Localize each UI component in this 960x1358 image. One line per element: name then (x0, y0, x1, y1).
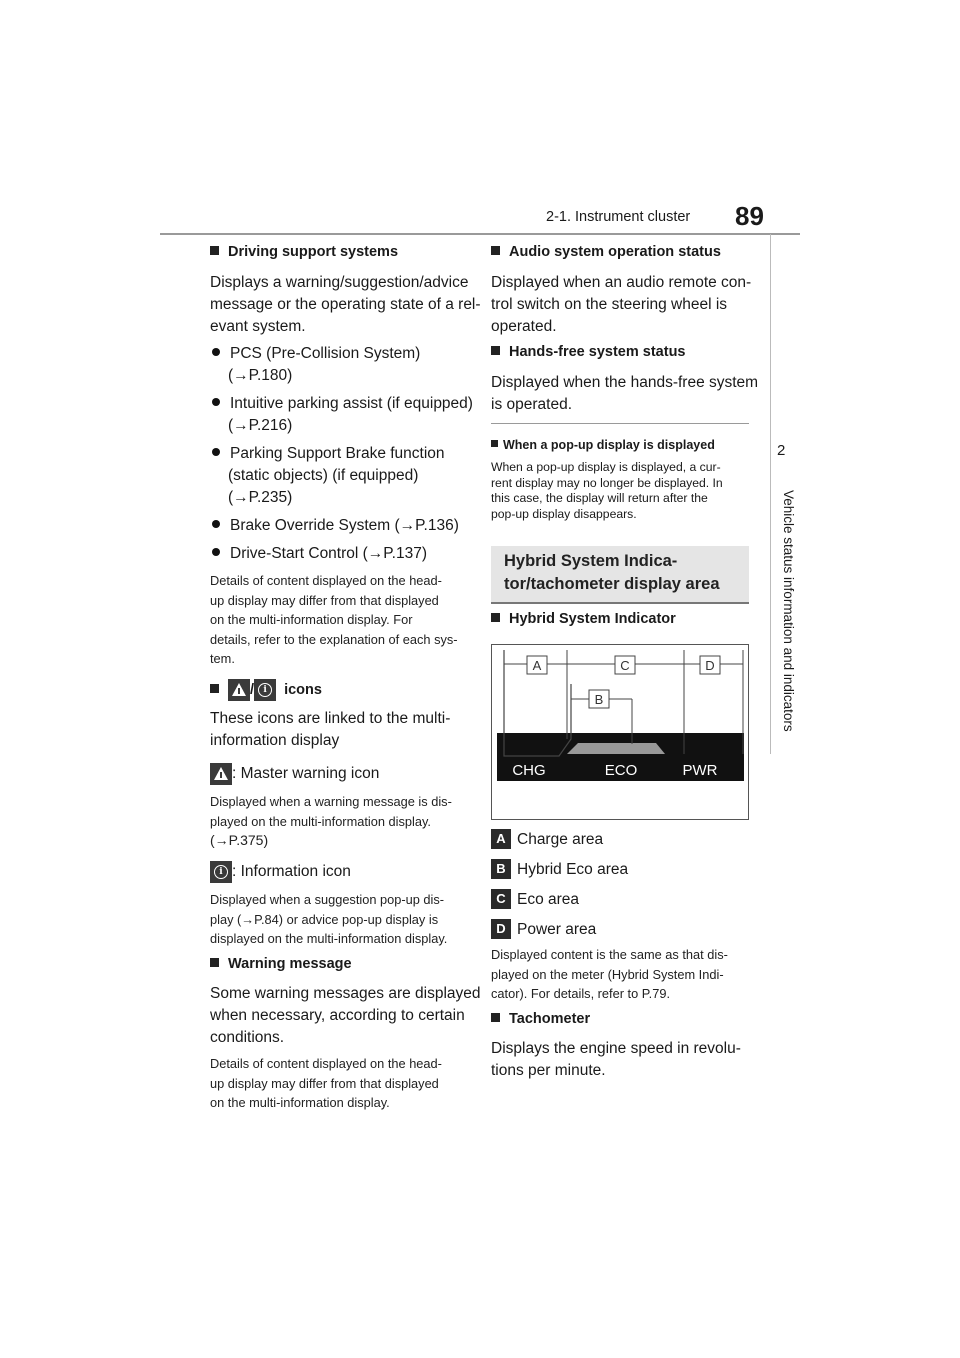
square-bullet-icon (210, 684, 219, 693)
square-bullet-icon (491, 1013, 500, 1022)
chapter-label-wrap (781, 490, 806, 790)
master-warning-icon (210, 763, 232, 785)
heading-text: When a pop-up display is displayed (503, 438, 715, 452)
note-line: tem. (210, 651, 235, 666)
note-line: play (→P.84) or advice pop-up display is (210, 911, 439, 927)
legend-key: B (491, 859, 511, 879)
section-title: 2-1. Instrument cluster (546, 209, 691, 225)
page-number: 89 (735, 201, 764, 231)
legend-key: C (491, 889, 511, 909)
zone-eco: ECO (604, 762, 638, 779)
driving-support-text (210, 272, 481, 338)
page-ref-link[interactable]: (→P.180) (228, 367, 293, 384)
text-line: this case, the display will return after the (491, 491, 708, 505)
square-bullet-icon (210, 246, 219, 255)
note-line: Details of content displayed on the head- (210, 1056, 442, 1071)
note-line: on the multi-information display. (210, 1095, 390, 1110)
bullet-dot-icon (212, 520, 220, 528)
square-bullet-icon (491, 440, 498, 447)
header-rule (160, 233, 800, 235)
legend-hybrid-eco (491, 859, 628, 881)
text-line: trol switch on the steering wheel is (491, 296, 728, 313)
diagram-label-a: A (532, 658, 542, 673)
legend-charge (491, 829, 603, 851)
text-line: pop-up display disappears. (491, 506, 637, 521)
heading-text: Audio system operation status (509, 244, 721, 260)
text-line: Displays a warning/suggestion/advice (210, 274, 469, 291)
text-line: is operated. (491, 396, 572, 413)
bullet-parking-brake (212, 443, 445, 509)
text-line: conditions. (210, 1029, 285, 1046)
heading-popup (491, 438, 715, 452)
bullet-text: Parking Support Brake function (230, 445, 445, 462)
text-line: When a pop-up display is displayed, a cur- (491, 460, 721, 474)
text-line: Displays the engine speed in revolu- (491, 1040, 741, 1057)
legend-key: D (491, 919, 511, 939)
icon-label: : Master warning icon (232, 765, 380, 783)
master-warning-note (210, 792, 452, 851)
eco-zone (567, 743, 665, 754)
diagram-label-d: D (705, 658, 715, 673)
bullet-drive-start (212, 543, 427, 565)
heading-handsfree (491, 344, 686, 360)
heading-text: Warning message (228, 956, 352, 972)
bullet-pcs (212, 343, 420, 387)
heading-text: Hands-free system status (509, 344, 686, 360)
text-line: Displayed when an audio remote con- (491, 274, 752, 291)
diagram-label-b: B (594, 692, 604, 707)
bullet-parking-assist (212, 393, 473, 437)
text-line: tions per minute. (491, 1062, 606, 1079)
handsfree-text (491, 372, 758, 416)
side-divider (770, 234, 771, 754)
text-line: operated. (491, 318, 557, 335)
section-box (491, 546, 749, 604)
text-line: information display (210, 732, 340, 749)
text-line: rent display may no longer be displayed. In (491, 475, 723, 490)
heading-text: Hybrid System Indicator (509, 611, 676, 627)
slash-text: / (250, 681, 255, 698)
zone-chg: CHG (512, 762, 546, 779)
legend-text: Eco area (517, 891, 580, 908)
warning-note (210, 1054, 442, 1113)
heading-icons (210, 679, 322, 701)
zone-pwr: PWR (682, 762, 718, 779)
bullet-dot-icon (212, 448, 220, 456)
heading-tachometer (491, 1011, 590, 1027)
square-bullet-icon (491, 346, 500, 355)
master-warning-row (210, 763, 379, 785)
heading-text: icons (284, 681, 322, 698)
bullet-dot-icon (212, 548, 220, 556)
page-ref-link[interactable]: (→P.375) (210, 832, 269, 848)
popup-rule (491, 423, 749, 424)
legend-key: A (491, 829, 511, 849)
icon-label: : Information icon (232, 863, 351, 881)
legend-note (491, 945, 728, 1004)
heading-text: Driving support systems (228, 244, 399, 260)
text-line: Some warning messages are displayed (210, 985, 481, 1002)
bullet-text: PCS (Pre-Collision System) (230, 345, 421, 362)
section-box-title (504, 550, 720, 596)
bullet-text: Brake Override System (→P.136) (230, 517, 459, 534)
heading-warning-message (210, 956, 352, 972)
legend-text: Charge area (517, 831, 604, 848)
chapter-label: Vehicle status information and indicators (781, 490, 796, 732)
legend-text: Hybrid Eco area (517, 861, 629, 878)
heading-text: Tachometer (509, 1011, 591, 1027)
warning-text (210, 983, 481, 1049)
icons-text (210, 708, 450, 752)
bullet-brake-override (212, 515, 459, 537)
tachometer-text (491, 1038, 741, 1082)
note-line: on the multi-information display. For (210, 612, 413, 627)
title-line: tor/tachometer display area (504, 575, 720, 593)
note-line: played on the multi-information display. (210, 813, 431, 829)
hsi-diagram-svg (491, 644, 749, 820)
information-row (210, 861, 351, 883)
square-bullet-icon (491, 246, 500, 255)
diagram-label-c: C (620, 658, 630, 673)
legend-text: Power area (517, 921, 597, 938)
bullet-text: Drive-Start Control (→P.137) (230, 545, 427, 562)
note-line: details, refer to the explanation of each sys- (210, 631, 458, 647)
bullet-text: (static objects) (if equipped) (228, 467, 419, 484)
title-line: Hybrid System Indica- (504, 552, 678, 570)
driving-support-note (210, 571, 458, 669)
text-line: evant system. (210, 318, 306, 335)
chapter-number: 2 (777, 442, 786, 459)
popup-text (491, 460, 723, 522)
note-line: Displayed when a warning message is dis- (210, 794, 452, 809)
bullet-dot-icon (212, 348, 220, 356)
audio-text (491, 272, 751, 338)
information-note (210, 890, 447, 949)
page-ref-link[interactable]: (→P.235) (228, 489, 293, 506)
square-bullet-icon (210, 958, 219, 967)
heading-hsi (491, 611, 676, 627)
information-icon: i (210, 861, 232, 883)
note-line: Displayed when a suggestion pop-up dis- (210, 892, 445, 907)
page-ref-link[interactable]: (→P.216) (228, 417, 293, 434)
note-line: displayed on the multi-information display. (210, 931, 448, 946)
note-line: up display may differ from that displayed (210, 1075, 439, 1091)
note-line: played on the meter (Hybrid System Indi- (491, 966, 724, 982)
note-line: cator). For details, refer to P.79. (491, 986, 670, 1001)
text-line: These icons are linked to the multi- (210, 710, 451, 727)
text-line: message or the operating state of a rel- (210, 296, 481, 313)
legend-eco (491, 889, 579, 911)
bullet-text: Intuitive parking assist (if equipped) (230, 395, 473, 412)
heading-audio (491, 244, 721, 260)
information-icon: i (254, 679, 276, 701)
note-line: Displayed content is the same as that dis- (491, 947, 728, 962)
note-line: up display may differ from that displayed (210, 592, 439, 608)
note-line: Details of content displayed on the head- (210, 573, 442, 588)
bullet-dot-icon (212, 398, 220, 406)
heading-driving-support (210, 244, 398, 260)
text-line: when necessary, according to certain (210, 1007, 465, 1024)
legend-power (491, 919, 596, 941)
hsi-diagram (491, 644, 749, 820)
text-line: Displayed when the hands-free system (491, 374, 759, 391)
square-bullet-icon (491, 613, 500, 622)
master-warning-icon (228, 679, 250, 701)
